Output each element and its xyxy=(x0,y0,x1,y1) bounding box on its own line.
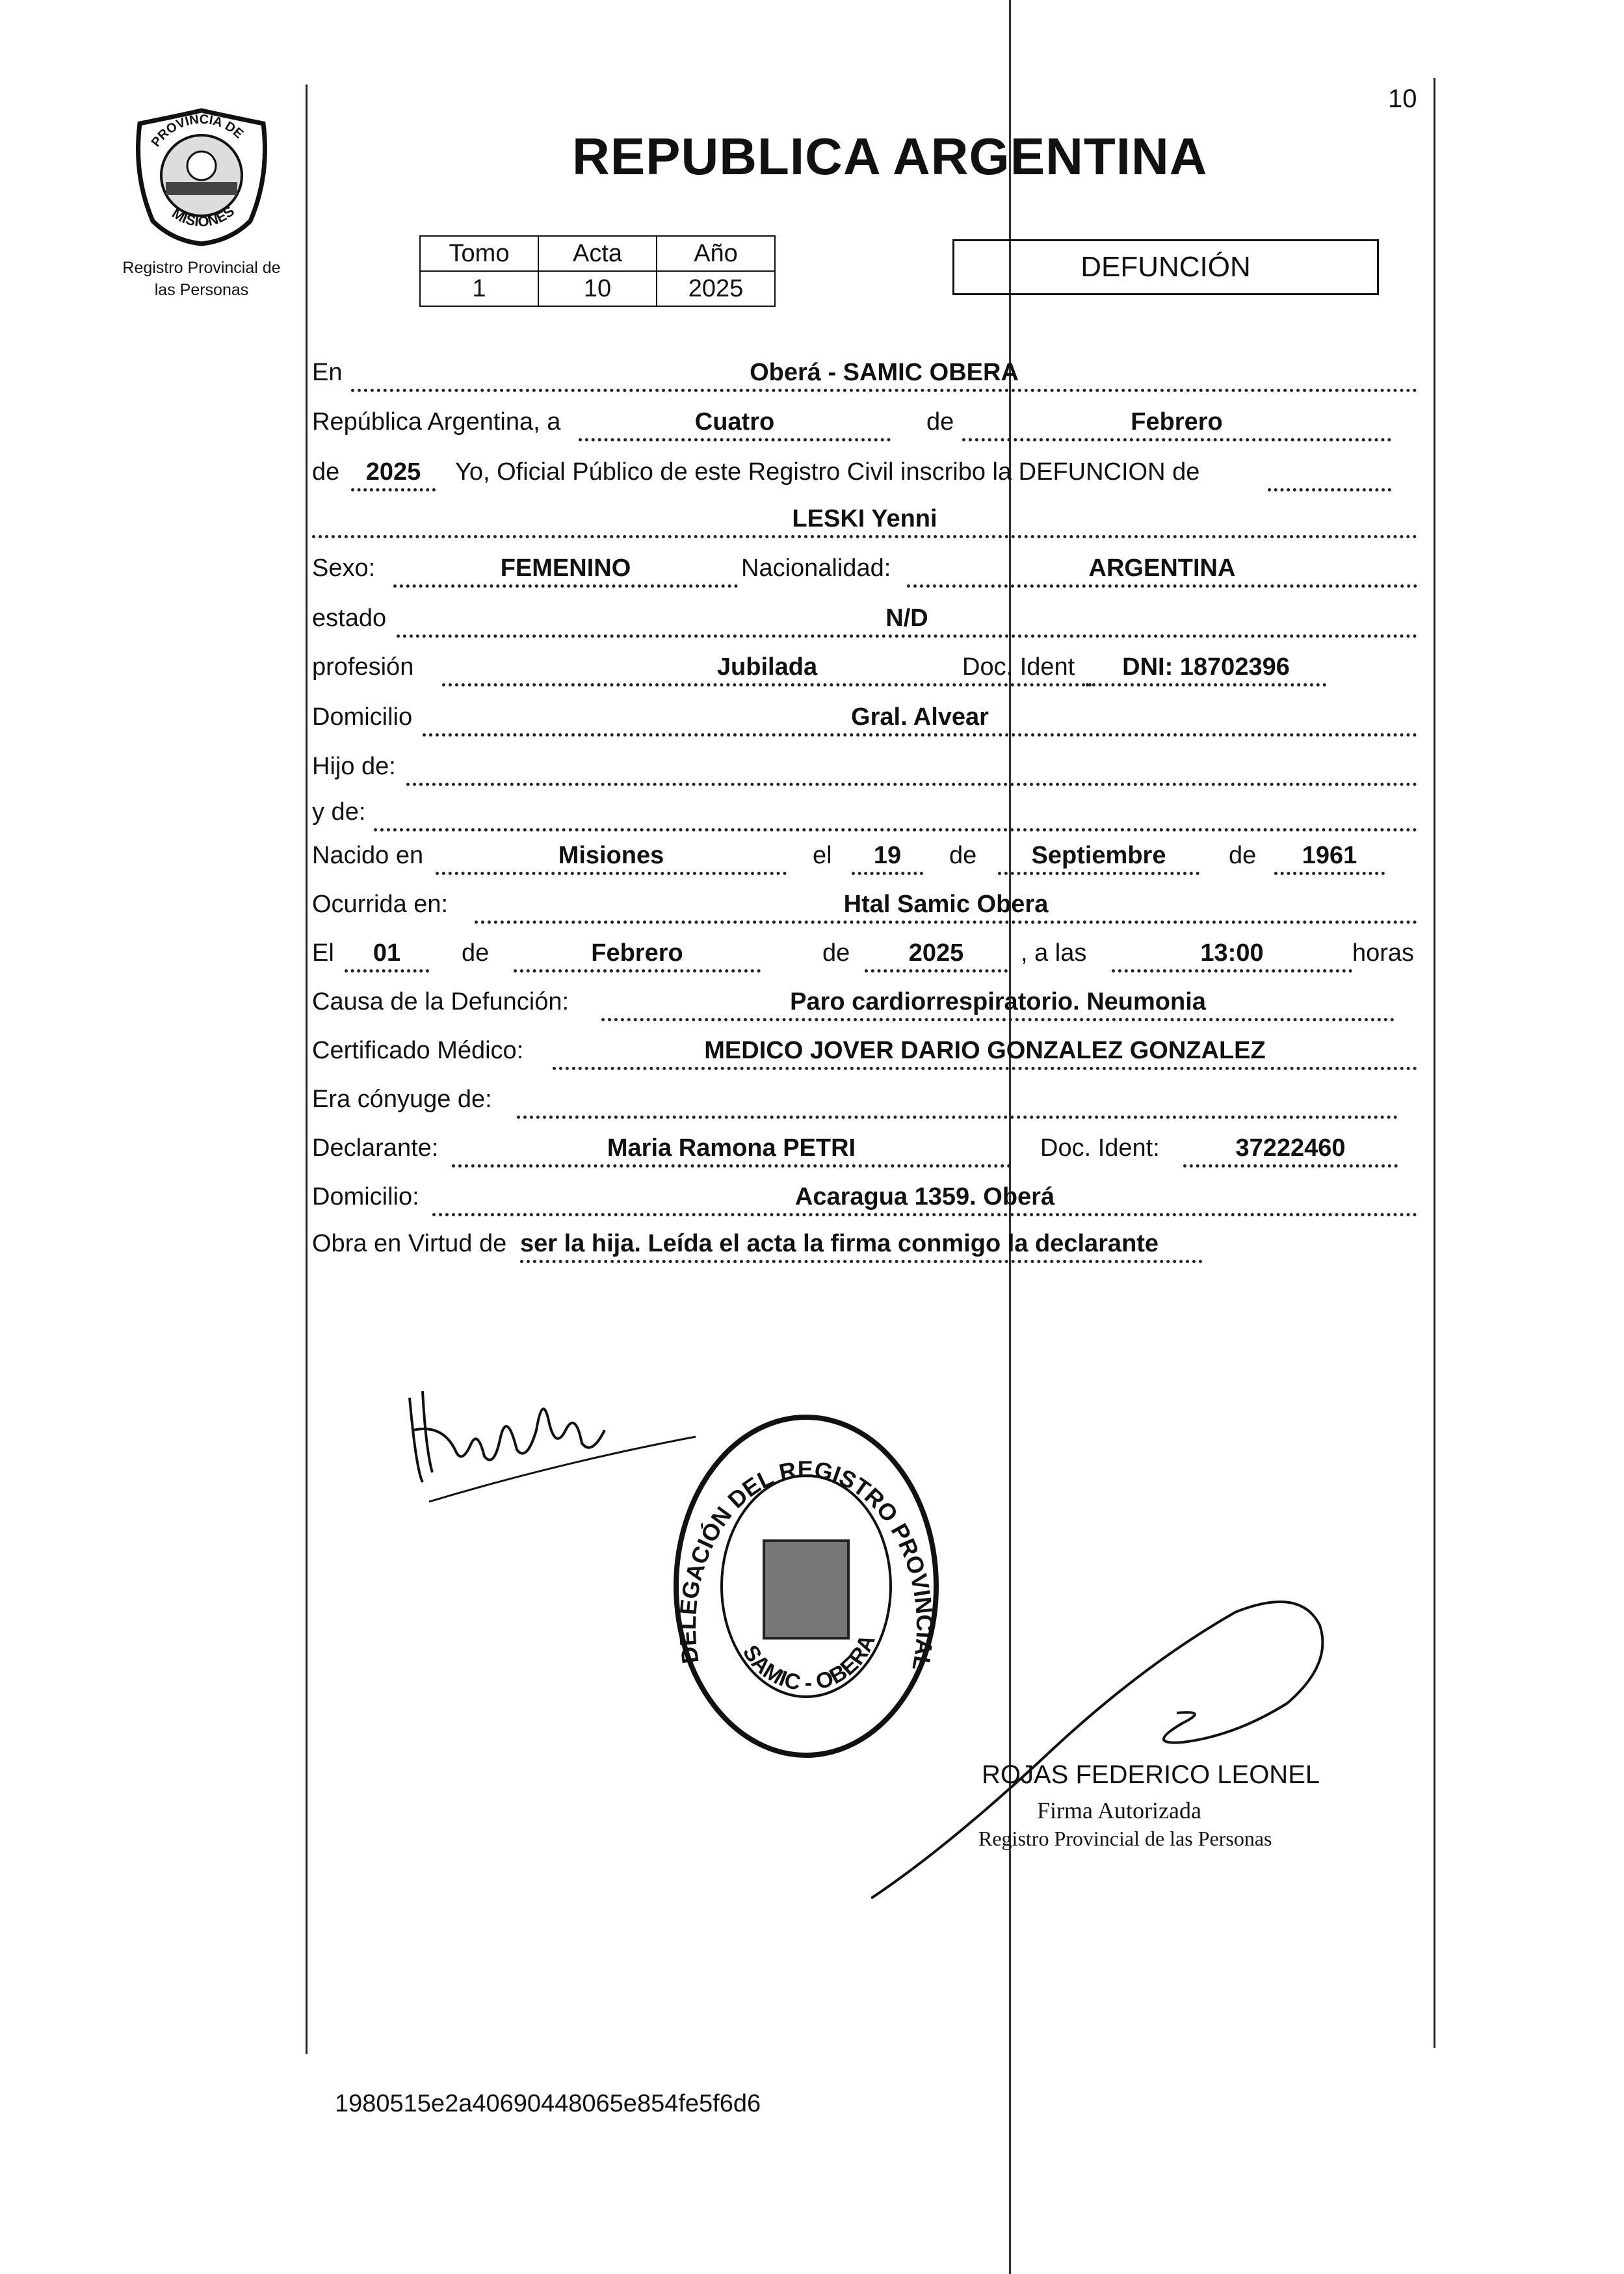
label-de-year: de xyxy=(312,458,340,486)
row-intro xyxy=(312,458,1417,497)
row-address xyxy=(312,703,1417,742)
row-deceased-name xyxy=(312,505,1417,544)
label-sexo: Sexo: xyxy=(312,555,376,582)
field-father xyxy=(406,753,1417,786)
field-document: DNI: 18702396 xyxy=(1086,653,1326,686)
label-domicilio-declarant: Domicilio: xyxy=(312,1183,419,1210)
label-declarante: Declarante: xyxy=(312,1134,439,1162)
row-death-place xyxy=(312,891,1417,930)
label-ocurrida-en: Ocurrida en: xyxy=(312,891,449,918)
field-place: Oberá - SAMIC OBERA xyxy=(351,359,1417,392)
label-de-birth-month: de xyxy=(949,842,977,869)
field-doctor: MEDICO JOVER DARIO GONZALEZ GONZALEZ xyxy=(553,1037,1417,1070)
row-sex-nationality xyxy=(312,555,1417,594)
row-place xyxy=(312,359,1417,398)
label-el: el xyxy=(813,842,832,869)
field-nationality: ARGENTINA xyxy=(907,555,1417,588)
row-civil-status xyxy=(312,605,1417,644)
anio-value: 2025 xyxy=(657,271,775,306)
field-birth-month: Septiembre xyxy=(998,842,1199,875)
label-y-de: y de: xyxy=(312,798,366,826)
label-horas: horas xyxy=(1352,939,1415,967)
row-mother xyxy=(312,798,1417,837)
label-en: En xyxy=(312,359,343,386)
right-margin-line xyxy=(1434,78,1435,2048)
record-table xyxy=(419,235,776,307)
office-caption-line1: Registro Provincial de xyxy=(122,259,281,277)
official-title: Firma Autorizada xyxy=(1037,1797,1201,1823)
field-death-month: Febrero xyxy=(514,939,761,973)
row-father xyxy=(312,753,1417,792)
label-nacionalidad: Nacionalidad: xyxy=(741,555,891,582)
field-sex: FEMENINO xyxy=(393,555,738,588)
label-de: de xyxy=(926,408,954,436)
emblem-text-bottom: MISIONES xyxy=(169,202,238,230)
official-name: ROJAS FEDERICO LEONEL xyxy=(982,1760,1320,1789)
row-certificate xyxy=(312,1037,1417,1076)
field-death-day: 01 xyxy=(345,939,429,973)
field-spouse xyxy=(517,1086,1398,1119)
row-death-date xyxy=(312,939,1417,978)
left-margin-line xyxy=(306,85,308,2054)
svg-text:SAMIC - OBERA xyxy=(738,1631,880,1695)
intro-text: Yo, Oficial Público de este Registro Civil inscribo la DEFUNCION de xyxy=(455,458,1200,486)
label-conyuge: Era cónyuge de: xyxy=(312,1086,492,1113)
document-hash: 1980515e2a40690448065e854fe5f6d6 xyxy=(335,2090,761,2117)
field-mother xyxy=(374,798,1417,831)
label-estado: estado xyxy=(312,605,387,632)
row-cause xyxy=(312,988,1417,1027)
stamp-inner-text: SAMIC - OBERA xyxy=(737,1631,880,1696)
row-closing xyxy=(312,1230,1417,1269)
field-birth-day: 19 xyxy=(852,842,923,875)
field-profession: Jubilada xyxy=(442,653,1092,686)
label-certificado: Certificado Médico: xyxy=(312,1037,524,1064)
field-month: Febrero xyxy=(962,408,1391,441)
row-birth xyxy=(312,842,1417,881)
field-day-word: Cuatro xyxy=(579,408,891,441)
anio-header: Año xyxy=(657,236,775,271)
field-birth-year: 1961 xyxy=(1274,842,1385,875)
office-caption-line2: las Personas xyxy=(154,281,249,299)
official-office: Registro Provincial de las Personas xyxy=(978,1827,1272,1850)
label-doc-ident-declarant: Doc. Ident: xyxy=(1040,1134,1160,1162)
row-date xyxy=(312,408,1417,447)
tomo-value: 1 xyxy=(420,271,538,306)
label-domicilio: Domicilio xyxy=(312,703,413,731)
field-death-time: 13:00 xyxy=(1112,939,1352,973)
label-nacido-en: Nacido en xyxy=(312,842,424,869)
field-civil-status: N/D xyxy=(397,605,1417,638)
page-number: 10 xyxy=(1388,85,1417,113)
label-de-birth-year: de xyxy=(1229,842,1257,869)
label-obra-en-virtud: Obra en Virtud de xyxy=(312,1230,507,1257)
row-declarant-address xyxy=(312,1183,1417,1222)
field-year: 2025 xyxy=(351,458,436,491)
office-caption xyxy=(98,257,306,301)
field-closing: ser la hija. Leída el acta la firma conmigo la declarante xyxy=(520,1230,1203,1263)
field-declarant: Maria Ramona PETRI xyxy=(452,1134,1011,1168)
label-doc-ident: Doc. Ident xyxy=(962,653,1075,681)
document-title: REPUBLICA ARGENTINA xyxy=(572,127,1208,185)
label-a-las: , a las xyxy=(1021,939,1087,967)
label-hijo-de: Hijo de: xyxy=(312,753,396,780)
field-death-year: 2025 xyxy=(865,939,1008,973)
field-declarant-doc: 37222460 xyxy=(1183,1134,1398,1168)
field-death-place: Htal Samic Obera xyxy=(475,891,1417,924)
province-emblem xyxy=(127,98,276,247)
emblem-text-top: PROVINCIA DE xyxy=(148,112,246,150)
record-type-box: DEFUNCIÓN xyxy=(952,239,1379,295)
label-profesion: profesión xyxy=(312,653,414,681)
label-el-upper: El xyxy=(312,939,334,967)
row-spouse xyxy=(312,1086,1417,1125)
stamp-outer-text: DELEGACIÓN DEL REGISTRO PROVINCIAL xyxy=(674,1456,939,1673)
field-deceased-name: LESKI Yenni xyxy=(312,505,1417,538)
row-declarant xyxy=(312,1134,1417,1173)
label-de-death-year: de xyxy=(822,939,850,967)
field-cause: Paro cardiorrespiratorio. Neumonia xyxy=(601,988,1395,1021)
official-signature xyxy=(871,1573,1339,1905)
intro-blank xyxy=(1268,458,1391,491)
row-profession xyxy=(312,653,1417,692)
field-declarant-address: Acaragua 1359. Oberá xyxy=(432,1183,1417,1216)
label-republica: República Argentina, a xyxy=(312,408,561,436)
label-causa: Causa de la Defunción: xyxy=(312,988,570,1015)
acta-value: 10 xyxy=(538,271,657,306)
field-address: Gral. Alvear xyxy=(423,703,1417,737)
label-de-death-month: de xyxy=(462,939,490,967)
field-birth-place: Misiones xyxy=(436,842,787,875)
tomo-header: Tomo xyxy=(420,236,538,271)
acta-header: Acta xyxy=(538,236,657,271)
